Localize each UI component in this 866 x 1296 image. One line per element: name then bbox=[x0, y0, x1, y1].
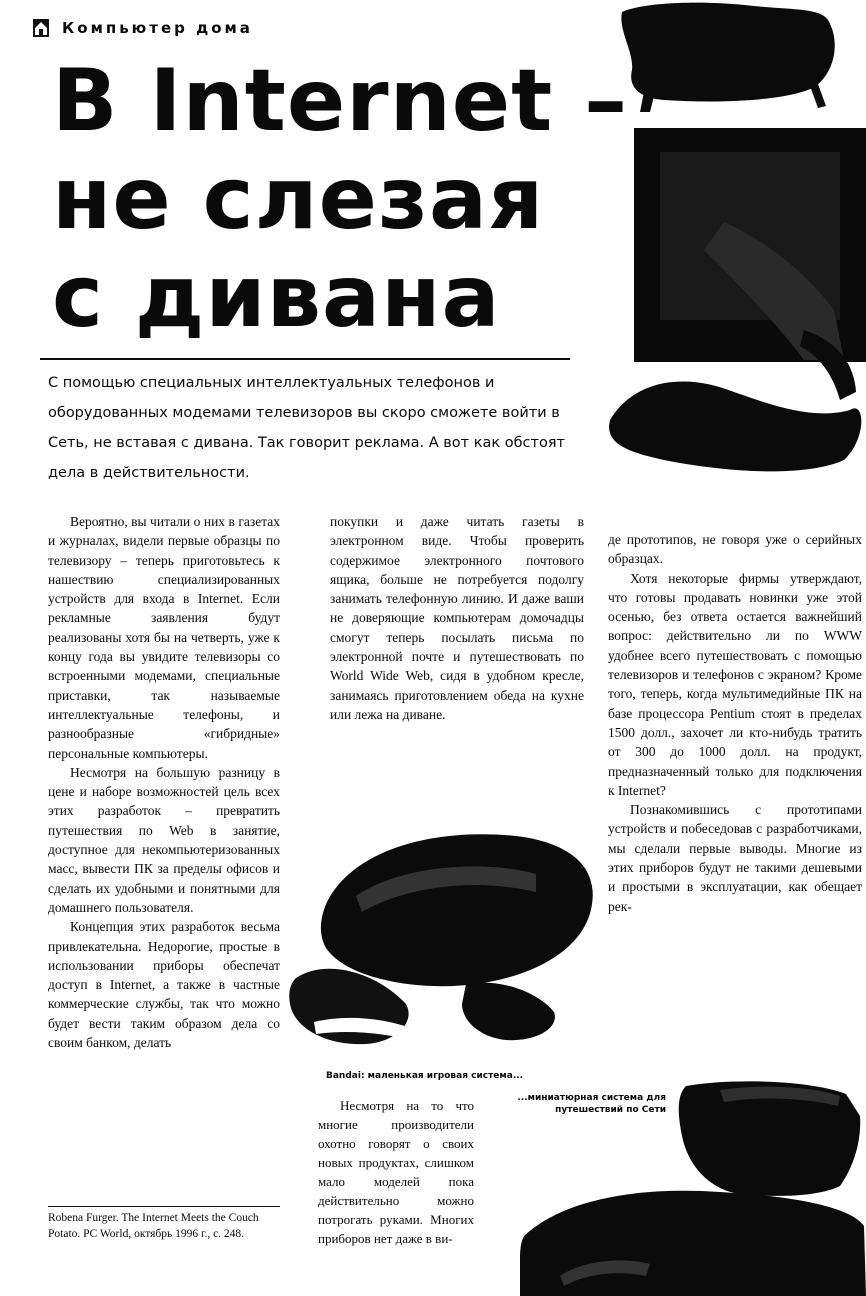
rubric-title: Компьютер дома bbox=[62, 19, 253, 37]
game-console-photo bbox=[286, 808, 616, 1056]
handheld-device-photo bbox=[520, 1076, 866, 1296]
headline-line-2: не слезая bbox=[52, 149, 545, 249]
paragraph: покупки и даже читать газеты в электронном виде. Чтобы проверить содержимое электронного почтового ящика, больше не потребуется подолгу занимать телефонную линию. И даже ваши не доверяющие компьютерам домочадцы смогут теперь посылать письма по электронной почте и путешествовать по World Wide Web, сидя в удобном кресле, занимаясь приготовлением обеда на кухне или лежа на диване. bbox=[330, 514, 584, 722]
article-headline bbox=[52, 51, 629, 347]
tv-set-photo bbox=[604, 0, 866, 480]
paragraph: Познакомившись с прототипами устройств и побеседовав с разработчиками, мы сделали первые выводы. Многие из этих приборов будут не такими дешевыми и простыми в эксплуатации, как обещает рек- bbox=[608, 802, 862, 914]
headline-line-3: с дивана bbox=[52, 247, 501, 347]
article-lead: С помощью специальных интеллектуальных телефонов и оборудованных модемами телевизоров вы скоро сможете войти в Сеть, не вставая с дивана. Так говорит реклама. А вот как обстоят дела в действительности. bbox=[48, 375, 565, 481]
photo-caption-continued: ...миниатюрная система для путешествий по Сети bbox=[517, 1093, 666, 1115]
paragraph: Несмотря на то что многие производители охотно говорят о своих новых продуктах, слишком мало моделей пока действительно можно потрогать руками. Многих приборов нет даже в ви- bbox=[318, 1098, 474, 1246]
text-column-1 bbox=[48, 512, 280, 1052]
house-icon bbox=[32, 18, 50, 38]
paragraph: Концепция этих разработок весьма привлекательна. Недорогие, простые в использовании приборы обеспечат доступ в Internet, а также в частные коммерческие службы, так что можно будет вести таким образом дела со своим банком, делать bbox=[48, 919, 280, 1051]
paragraph: Несмотря на большую разницу в цене и наборе возможностей цель всех этих разработок – превратить путешествия по Web в занятие, доступное для некомпьютеризованных масс, вывести ПК за пределы офисов и сделать их удобными и понятными для домашнего пользователя. bbox=[48, 764, 280, 915]
text-column-2 bbox=[330, 512, 584, 724]
paragraph: Вероятно, вы читали о них в газетах и журналах, видели первые образцы по телевизору – теперь приготовьтесь к нашествию специализированных устройств для входа в Internet. Если рекламные заявления будут реализованы хотя бы на четверть, уже к концу года вы увидите телевизоры со встроенными модемами, специальные приставки, так называемые интеллектуальные телефоны, и разнообразные «гибридные» персональные компьютеры. bbox=[48, 514, 280, 761]
source-footnote: Robena Furger. The Internet Meets the Couch Potato. PC World, октябрь 1996 г., с. 248. bbox=[48, 1206, 280, 1242]
photo-caption: Bandai: маленькая игровая система... bbox=[326, 1071, 524, 1081]
text-column-2-continued bbox=[318, 1096, 474, 1248]
headline-line-1: В Internet – bbox=[52, 51, 629, 151]
headline-divider bbox=[40, 358, 570, 360]
text-column-3 bbox=[608, 530, 862, 916]
paragraph: де прототипов, не говоря уже о серийных образцах. bbox=[608, 532, 862, 567]
section-rubric bbox=[32, 14, 253, 42]
paragraph: Хотя некоторые фирмы утверждают, что готовы продавать новинки уже этой осенью, без ответа остается важнейший вопрос: действительно ли по WWW удобнее всего путешествовать с помощью телевизоров и телефонов с экраном? Кроме того, теперь, когда мультимедийные ПК на базе процессора Pentium стоят в пределах 1500 долл., захочет ли кто-нибудь тратить от 300 до 1000 долл. на продукт, предназначенный только для подключения к Internet? bbox=[608, 570, 862, 798]
